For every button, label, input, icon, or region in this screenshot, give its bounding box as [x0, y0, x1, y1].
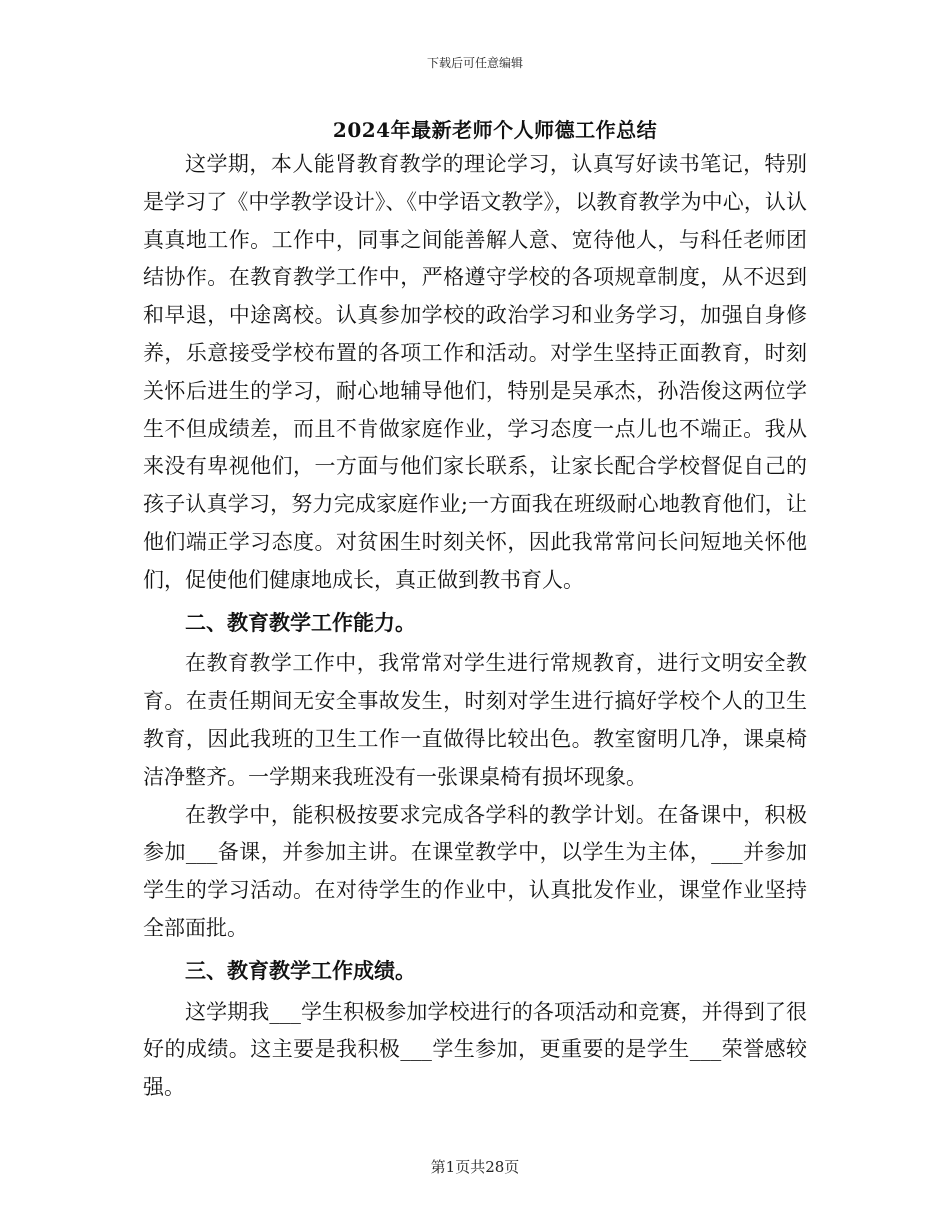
section-heading-3: 三、教育教学工作成绩。	[185, 957, 416, 983]
paragraph-4: 这学期我___学生积极参加学校进行的各项活动和竞赛，并得到了很好的成绩。这主要是我积极___学生参加，更重要的是学生___荣誉感较强。	[143, 999, 807, 1100]
page-number-footer: 第1页共28页	[430, 1158, 520, 1176]
paragraph-1: 这学期，本人能肾教育教学的理论学习，认真写好读书笔记，特别是学习了《中学教学设计》、《中学语文教学》，以教育教学为中心，认认真真地工作。工作中，同事之间能善解人意、宽待他人，与科任老师团结协作。在教育教学工作中，严格遵守学校的各项规章制度，从不迟到和早退，中途离校。认真参加学校的政治学习和业务学习，加强自身修养，乐意接受学校布置的各项工作和活动。对学生坚持正面教育，时刻关怀后进生的学习，耐心地辅导他们，特别是吴承杰，孙浩俊这两位学生不但成绩差，而且不肯做家庭作业，学习态度一点儿也不端正。我从来没有卑视他们，一方面与他们家长联系，让家长配合学校督促自己的孩子认真学习，努力完成家庭作业;一方面我在班级耐心地教育他们，让他们端正学习态度。对贫困生时刻关怀，因此我常常问长问短地关怀他们，促使他们健康地成长，真正做到教书育人。	[143, 152, 807, 592]
document-title: 2024年最新老师个人师德工作总结	[332, 118, 658, 142]
section-heading-2: 二、教育教学工作能力。	[185, 609, 416, 635]
paragraph-3: 在教学中，能积极按要求完成各学科的教学计划。在备课中，积极参加___备课，并参加主讲。在课堂教学中，以学生为主体，___并参加学生的学习活动。在对待学生的作业中，认真批发作业，课堂作业坚持全部面批。	[143, 802, 807, 940]
paragraph-2: 在教育教学工作中，我常常对学生进行常规教育，进行文明安全教育。在责任期间无安全事故发生，时刻对学生进行搞好学校个人的卫生教育，因此我班的卫生工作一直做得比较出色。教室窗明几净，课桌椅洁净整齐。一学期来我班没有一张课桌椅有损坏现象。	[143, 651, 807, 789]
document-body	[143, 146, 807, 1107]
header-note: 下载后可任意编辑	[426, 56, 523, 70]
